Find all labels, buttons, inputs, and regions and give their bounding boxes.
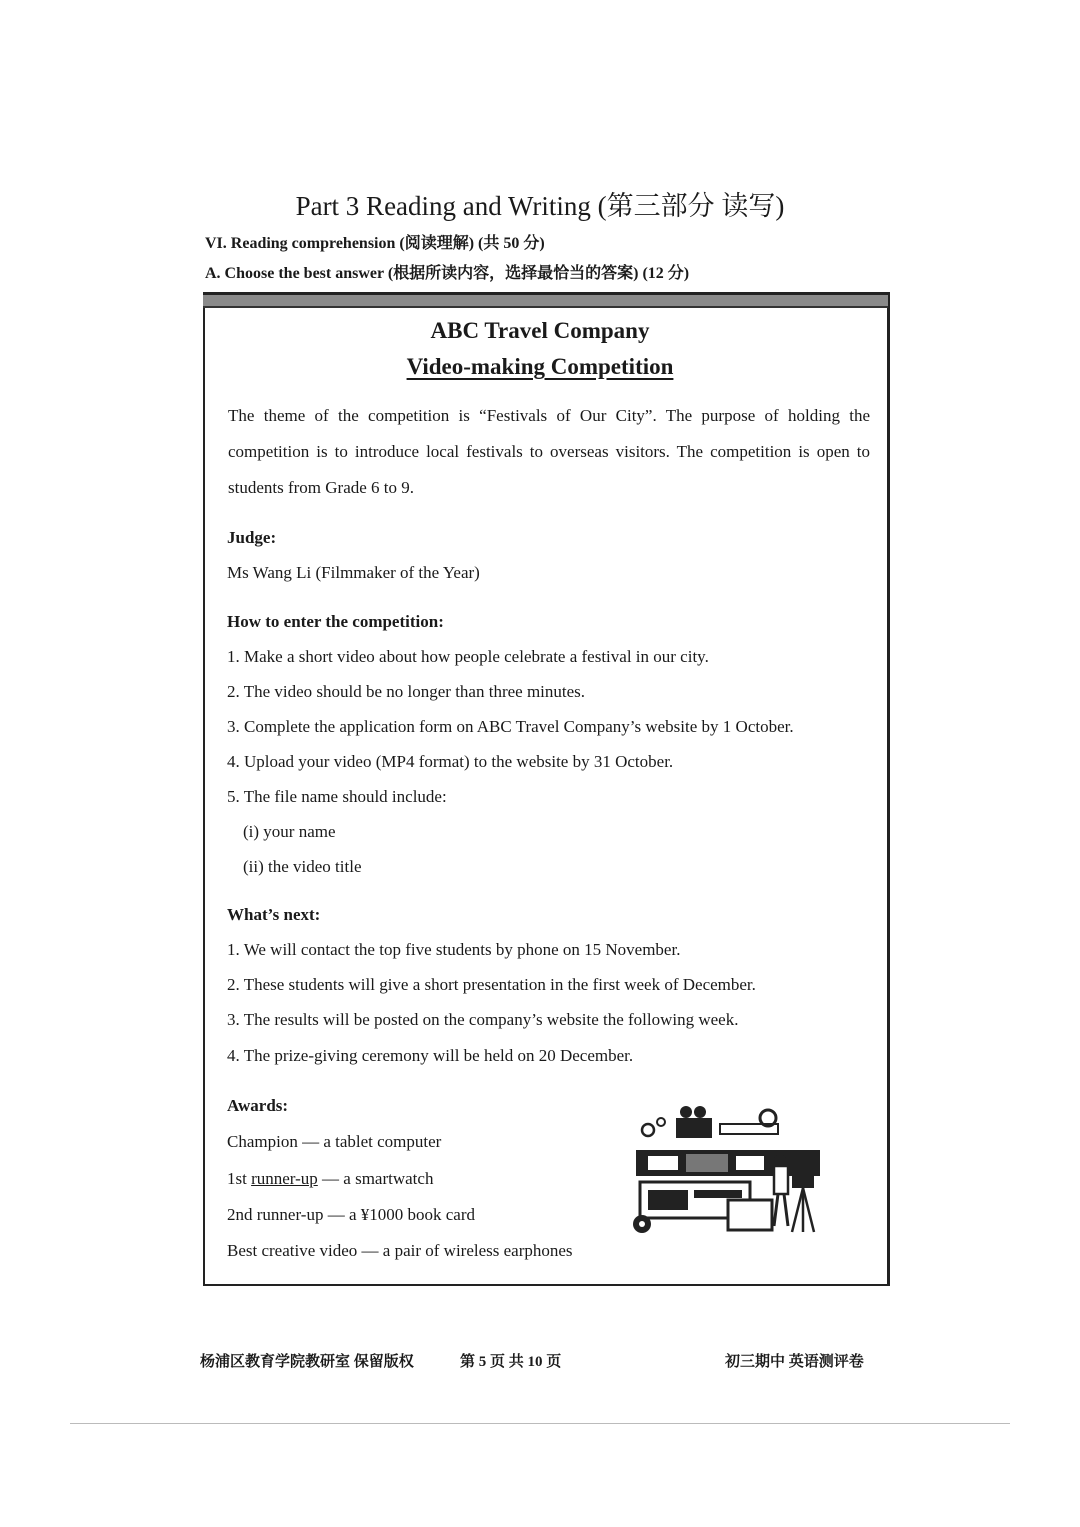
file-name-item: (i) your name bbox=[243, 822, 336, 841]
competition-title bbox=[0, 354, 1080, 380]
footer-exam-name: 初三期中 英语测评卷 bbox=[725, 1354, 864, 1370]
next-step: 1. We will contact the top five students by phone on 15 November. bbox=[227, 940, 681, 959]
page-bottom-rule bbox=[70, 1423, 1010, 1424]
judge-name: Ms Wang Li (Filmmaker of the Year) bbox=[227, 563, 480, 582]
award-item: Champion — a tablet computer bbox=[227, 1132, 442, 1151]
intro-paragraph: The theme of the competition is “Festivals of Our City”. The purpose of holding the competition is to introduce local festivals to overseas visitors. The competition is open to students from Grade 6 to 9. bbox=[228, 406, 870, 497]
enter-step: 2. The video should be no longer than three minutes. bbox=[227, 682, 586, 701]
award-underlined-word: runner-up bbox=[251, 1169, 318, 1188]
enter-step: 3. Complete the application form on ABC Travel Company’s website by 1 October. bbox=[227, 717, 794, 736]
enter-heading: How to enter the competition: bbox=[227, 612, 444, 631]
section-vi-heading: VI. Reading comprehension (阅读理解) (共 50 分) bbox=[205, 235, 545, 252]
next-step: 2. These students will give a short presentation in the first week of December. bbox=[227, 975, 756, 994]
judge-heading: Judge: bbox=[227, 528, 277, 547]
video-making-illustration bbox=[628, 1100, 828, 1240]
enter-step: 4. Upload your video (MP4 format) to the website by 31 October. bbox=[227, 752, 674, 771]
part-title: Part 3 Reading and Writing (第三部分 读写) bbox=[295, 191, 785, 221]
next-step: 4. The prize-giving ceremony will be held on 20 December. bbox=[227, 1046, 634, 1065]
notice-box-top-bar bbox=[203, 292, 888, 308]
award-prefix: 1st bbox=[227, 1169, 252, 1188]
file-name-item: (ii) the video title bbox=[243, 857, 362, 876]
next-heading: What’s next: bbox=[227, 905, 321, 924]
footer-copyright: 杨浦区教育学院教研室 保留版权 bbox=[200, 1354, 414, 1370]
company-name: ABC Travel Company bbox=[430, 318, 650, 343]
award-suffix: — a smartwatch bbox=[317, 1169, 434, 1188]
footer-page-number: 第 5 页 共 10 页 bbox=[460, 1354, 562, 1370]
enter-step: 5. The file name should include: bbox=[227, 787, 447, 806]
awards-heading: Awards: bbox=[227, 1096, 289, 1115]
award-item bbox=[227, 1169, 433, 1189]
award-item: 2nd runner-up — a ¥1000 book card bbox=[227, 1205, 475, 1224]
section-a-heading: A. Choose the best answer (根据所读内容，选择最恰当的答案) (12 分) bbox=[205, 265, 690, 282]
competition-title-text: Video-making Competition bbox=[406, 354, 674, 379]
next-step: 3. The results will be posted on the company’s website the following week. bbox=[227, 1010, 739, 1029]
enter-step: 1. Make a short video about how people celebrate a festival in our city. bbox=[227, 647, 709, 666]
award-item: Best creative video — a pair of wireless earphones bbox=[227, 1241, 573, 1260]
